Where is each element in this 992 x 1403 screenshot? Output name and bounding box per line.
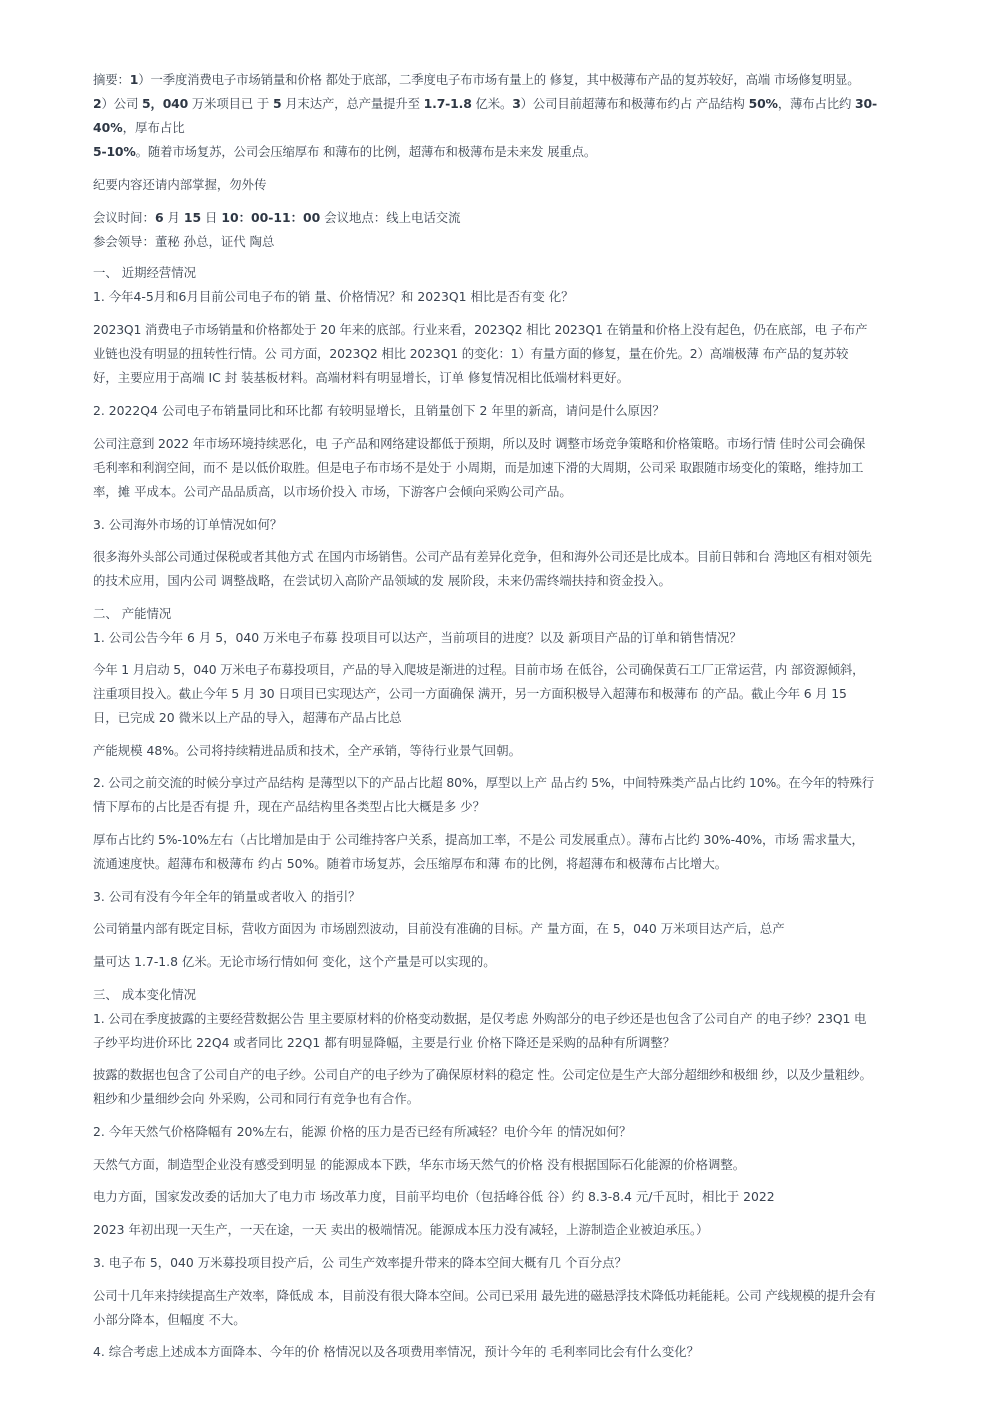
answer-3-1-line-2: 粗纱和少量细纱会向 外采购，公司和同行有竞争也有合作。 bbox=[93, 1091, 420, 1106]
summary-line-3: 40%，厚布占比 bbox=[93, 120, 185, 135]
answer-1-3-line-1: 很多海外头部公司通过保税或者其他方式 在国内市场销售。公司产品有差异化竞争，但和海外公司还是比成本。目前日韩和台 湾地区有相对领先 bbox=[93, 549, 872, 564]
section-heading-1: 一、 近期经营情况 bbox=[93, 265, 197, 280]
answer-1-1-line-3: 好，主要应用于高端 IC 封 装基板材料。高端材料有明显增长，订单 修复情况相比低端材料更好。 bbox=[93, 370, 630, 385]
question-3-1-line-2: 子纱平均进价环比 22Q4 或者同比 22Q1 都有明显降幅，主要是行业 价格下降还是采购的品种有所调整？ bbox=[93, 1035, 676, 1050]
answer-3-2-line-2: 电力方面，国家发改委的话加大了电力市 场改革力度，目前平均电价（包括峰谷低 谷）约 8.3-8.4 元/千瓦时，相比于 2022 bbox=[93, 1189, 775, 1204]
question-1-2: 2. 2022Q4 公司电子布销量同比和环比都 有较明显增长，且销量创下 2 年里的新高，请问是什么原因？ bbox=[93, 403, 665, 418]
answer-1-1-line-2: 业链也没有明显的扭转性行情。公 司方面，2023Q2 相比 2023Q1 的变化：1）有量方面的修复，量在价先。2）高端极薄 布产品的复苏较 bbox=[93, 346, 849, 361]
meeting-attendees: 参会领导：董秘 孙总，证代 陶总 bbox=[93, 234, 275, 249]
answer-3-1-line-1: 披露的数据也包含了公司自产的电子纱。公司自产的电子纱为了确保原材料的稳定 性。公司定位是生产大部分超细纱和极细 纱，以及少量粗纱。 bbox=[93, 1067, 872, 1082]
answer-1-2-line-1: 公司注意到 2022 年市场环境持续恶化，电 子产品和网络建设都低于预期，所以及时 调整市场竞争策略和价格策略。市场行情 佳时公司会确保 bbox=[93, 436, 866, 451]
answer-2-1-line-1: 今年 1 月启动 5，040 万米电子布募投项目，产品的导入爬坡是渐进的过程。目前市场 在低谷，公司确保黄石工厂正常运营，内 部资源倾斜， bbox=[93, 662, 865, 677]
answer-1-3-line-2: 的技术应用，国内公司 调整战略，在尝试切入高阶产品领域的发 展阶段，未来仍需终端扶持和资金投入。 bbox=[93, 573, 671, 588]
question-3-1-line-1: 1. 公司在季度披露的主要经营数据公告 里主要原材料的价格变动数据，是仅考虑 外购部分的电子纱还是也包含了公司自产 的电子纱？23Q1 电 bbox=[93, 1011, 867, 1026]
answer-3-3-line-2: 小部分降本，但幅度 不大。 bbox=[93, 1312, 246, 1327]
summary-line-4: 5-10%。随着市场复苏，公司会压缩厚布 和薄布的比例，超薄布和极薄布是未来发 展重点。 bbox=[93, 144, 597, 159]
answer-3-3-line-1: 公司十几年来持续提高生产效率，降低成 本，目前没有很大降本空间。公司已采用 最先进的磁悬浮技术降低功耗能耗。公司 产线规模的提升会有 bbox=[93, 1288, 876, 1303]
answer-3-2-line-1: 天然气方面，制造型企业没有感受到明显 的能源成本下跌，华东市场天然气的价格 没有根据国际石化能源的价格调整。 bbox=[93, 1157, 746, 1172]
answer-2-1-line-4: 产能规模 48%。公司将持续精进品质和技术，全产承销，等待行业景气回朝。 bbox=[93, 743, 521, 758]
meeting-time: 会议时间：6 月 15 日 10：00-11：00 会议地点：线上电话交流 bbox=[93, 210, 461, 225]
question-2-1: 1. 公司公告今年 6 月 5，040 万米电子布募 投项目可以达产，当前项目的进度？以及 新项目产品的订单和销售情况？ bbox=[93, 630, 742, 645]
answer-1-1-line-1: 2023Q1 消费电子市场销量和价格都处于 20 年来的底部。行业来看，2023Q2 相比 2023Q1 在销量和价格上没有起色，仍在底部，电 子布产 bbox=[93, 322, 868, 337]
question-2-2-line-1: 2. 公司之前交流的时候分享过产品结构 是薄型以下的产品占比超 80%，厚型以上产 品占约 5%，中间特殊类产品占比约 10%。在今年的特殊行 bbox=[93, 775, 875, 790]
question-1-1: 1. 今年4-5月和6月目前公司电子布的销 量、价格情况？和 2023Q1 相比是否有变 化？ bbox=[93, 289, 574, 304]
question-1-3: 3. 公司海外市场的订单情况如何？ bbox=[93, 517, 283, 532]
answer-1-2-line-3: 率，摊 平成本。公司产品品质高，以市场价投入 市场，下游客户会倾向采购公司产品。 bbox=[93, 484, 572, 499]
answer-2-2-line-2: 流通速度快。超薄布和极薄布 约占 50%。随着市场复苏，会压缩厚布和薄 布的比例，将超薄布和极薄布占比增大。 bbox=[93, 856, 728, 871]
question-2-2-line-2: 情下厚布的占比是否有提 升，现在产品结构里各类型占比大概是多 少？ bbox=[93, 799, 485, 814]
answer-2-1-line-2: 注重项目投入。截止今年 5 月 30 日项目已实现达产，公司一方面确保 满开，另一方面积极导入超薄布和极薄布 的产品。截止今年 6 月 15 bbox=[93, 686, 847, 701]
question-3-3: 3. 电子布 5，040 万米募投项目投产后，公 司生产效率提升带来的降本空间大概有几 个百分点？ bbox=[93, 1255, 627, 1270]
confidential-note: 纪要内容还请内部掌握，勿外传 bbox=[93, 177, 267, 192]
question-3-2: 2. 今年天然气价格降幅有 20%左右，能源 价格的压力是否已经有所减轻？电价今年 的情况如何？ bbox=[93, 1124, 632, 1139]
answer-2-2-line-1: 厚布占比约 5%-10%左右（占比增加是由于 公司维持客户关系，提高加工率，不是公 司发展重点）。薄布占比约 30%-40%，市场 需求量大， bbox=[93, 832, 864, 847]
section-heading-3: 三、 成本变化情况 bbox=[93, 987, 197, 1002]
summary-line-2: 2）公司 5，040 万米项目已 于 5 月末达产，总产量提升至 1.7-1.8 亿米。3）公司目前超薄布和极薄布约占 产品结构 50%，薄布占比约 30- bbox=[93, 96, 877, 111]
answer-2-3-line-2: 量可达 1.7-1.8 亿米。无论市场行情如何 变化，这个产量是可以实现的。 bbox=[93, 954, 496, 969]
section-heading-2: 二、 产能情况 bbox=[93, 606, 172, 621]
answer-1-2-line-2: 毛利率和利润空间，而不 是以低价取胜。但是电子布市场不是处于 小周期，而是加速下滑的大周期，公司采 取跟随市场变化的策略，维持加工 bbox=[93, 460, 864, 475]
summary-line-1: 摘要：1）一季度消费电子市场销量和价格 都处于底部，二季度电子布市场有量上的 修复，其中极薄布产品的复苏较好，高端 市场修复明显。 bbox=[93, 72, 860, 87]
answer-2-3-line-1: 公司销量内部有既定目标，营收方面因为 市场剧烈波动，目前没有准确的目标。产 量方面，在 5，040 万米项目达产后，总产 bbox=[93, 921, 785, 936]
question-3-4: 4. 综合考虑上述成本方面降本、今年的价 格情况以及各项费用率情况，预计今年的 毛利率同比会有什么变化？ bbox=[93, 1344, 699, 1359]
question-2-3: 3. 公司有没有今年全年的销量或者收入 的指引？ bbox=[93, 889, 361, 904]
answer-3-2-line-3: 2023 年初出现一天生产，一天在途，一天 卖出的极端情况。能源成本压力没有减轻，上游制造企业被迫承压。） bbox=[93, 1222, 709, 1237]
answer-2-1-line-3: 日，已完成 20 微米以上产品的导入，超薄布产品占比总 bbox=[93, 710, 402, 725]
